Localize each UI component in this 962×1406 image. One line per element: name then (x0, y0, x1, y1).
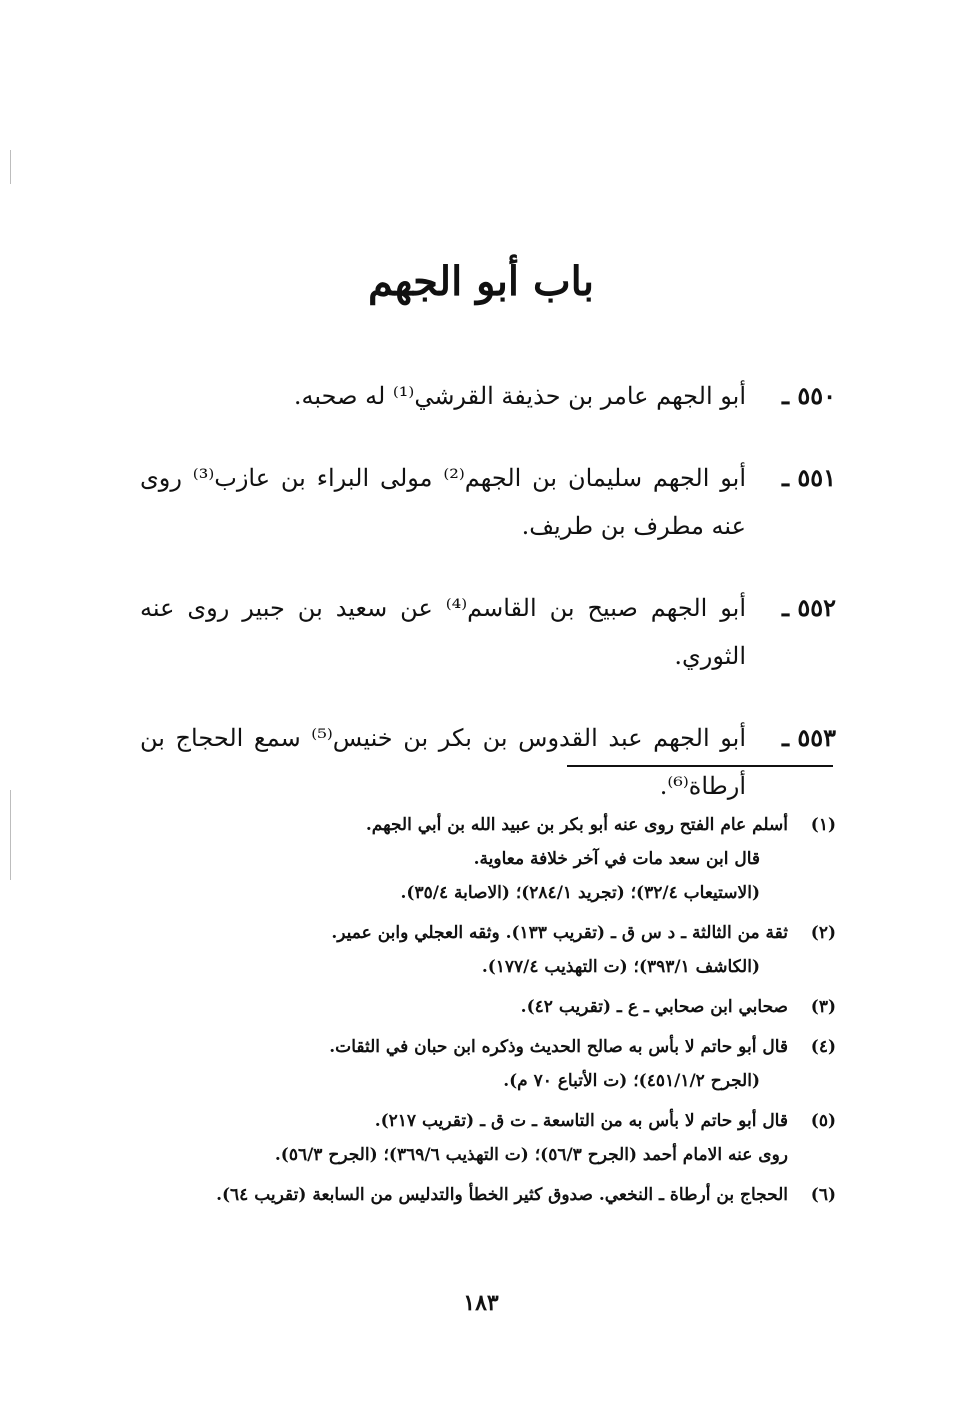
entry-553 (140, 714, 836, 810)
footnote-2 (160, 916, 836, 984)
footnote-number: (٦) (810, 1185, 836, 1205)
entry-551 (140, 454, 836, 550)
left-margin-mark-lower (10, 790, 11, 880)
entry-number: ٥٥٣ ـ (781, 723, 836, 752)
footnote-line: روى عنه الامام أحمد (الجرح ٥٦/٣)؛ (ت التهذيب ٣٦٩/٦)؛ (الجرح ٥٦/٣). (274, 1145, 788, 1165)
entry-text: أبو الجهم سليمان بن الجهم⁽²⁾ مولى البراء بن عازب⁽³⁾ روى عنه مطرف بن طريف. (140, 464, 747, 540)
footnote-line: قال أبو حاتم لا بأس به صالح الحديث وذكره ابن حبان في الثقات. (329, 1037, 788, 1057)
footnote-number: (٥) (810, 1111, 836, 1131)
footnote-6 (160, 1178, 836, 1212)
footnote-line: (الجرح ٤٥١/١/٢)؛ (ت الأتباع ٧٠ م). (503, 1071, 760, 1091)
left-margin-mark (10, 150, 11, 184)
entry-text: أبو الجهم عامر بن حذيفة القرشي⁽¹⁾ له صحبه. (293, 382, 746, 410)
entry-text: أبو الجهم عبد القدوس بن بكر بن خنيس⁽⁵⁾ سمع الحجاج بن أرطاة⁽⁶⁾. (140, 724, 746, 800)
footnote-line: قال ابن سعد مات في آخر خلافة معاوية. (473, 849, 760, 869)
footnote-number: (٣) (810, 997, 836, 1017)
footnote-separator (567, 765, 833, 767)
footnote-line: الحجاج بن أرطاة ـ النخعي. صدوق كثير الخطأ والتدليس من السابعة (تقريب ٦٤). (216, 1185, 788, 1205)
entries-list (140, 372, 836, 844)
chapter-title: باب أبو الجهم (368, 258, 594, 305)
footnote-1 (160, 808, 836, 910)
footnote-line: قال أبو حاتم لا بأس به من التاسعة ـ ت ق ـ (تقريب ٢١٧). (374, 1111, 788, 1131)
entry-number: ٥٥٠ ـ (781, 381, 836, 410)
footnote-line: أسلم عام الفتح روى عنه أبو بكر بن عبيد الله بن أبي الجهم. (365, 815, 788, 835)
footnote-5 (160, 1104, 836, 1172)
footnote-number: (١) (810, 815, 836, 835)
page-number: ١٨٣ (463, 1290, 499, 1316)
footnote-number: (٢) (810, 923, 836, 943)
footnote-number: (٤) (810, 1037, 836, 1057)
footnote-line: (الاستيعاب ٣٢/٤)؛ (تجريد ٢٨٤/١)؛ (الاصابة ٣٥/٤). (400, 883, 760, 903)
entry-552 (140, 584, 836, 680)
entry-number: ٥٥١ ـ (781, 463, 836, 492)
footnote-4 (160, 1030, 836, 1098)
footnote-line: صحابي ابن صحابي ـ ع ـ (تقريب ٤٢). (520, 997, 788, 1017)
entry-text: أبو الجهم صبيح بن القاسم⁽⁴⁾ عن سعيد بن جبير روى عنه الثوري. (140, 594, 746, 670)
footnote-3 (160, 990, 836, 1024)
footnotes-list (160, 808, 836, 1218)
footnote-line: (الكاشف ٣٩٣/١)؛ (ت التهذيب ١٧٧/٤). (481, 957, 760, 977)
entry-number: ٥٥٢ ـ (781, 593, 836, 622)
footnote-line: ثقة من الثالثة ـ د س ق ـ (تقريب ١٣٣). وثقه العجلي وابن عمير. (331, 923, 788, 943)
entry-550 (140, 372, 836, 420)
